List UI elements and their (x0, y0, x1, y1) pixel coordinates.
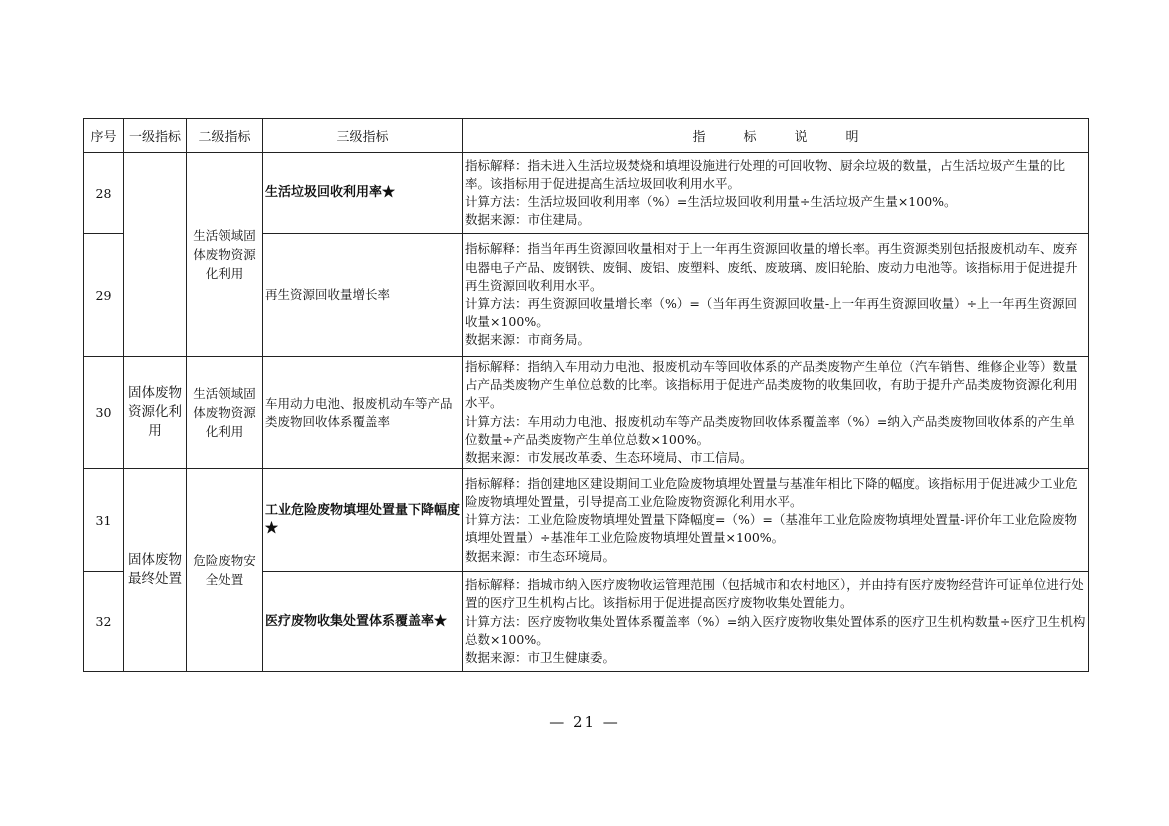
desc-explanation: 指标解释：指未进入生活垃圾焚烧和填埋设施进行处理的可回收物、厨余垃圾的数量，占生活垃圾产生量的比率。该指标用于促进提高生活垃圾回收利用水平。 (465, 157, 1066, 191)
level1-cell: 固体废物资源化利用 (124, 357, 187, 469)
desc-method: 计算方法：生活垃圾回收利用率（%）=生活垃圾回收利用量÷生活垃圾产生量×100%。 (465, 194, 957, 209)
table-row (84, 469, 1089, 572)
desc-method: 计算方法：车用动力电池、报废机动车等产品类废物回收体系覆盖率（%）=纳入产品类废物回收体系的产生单位数量÷产品类废物产生单位总数×100%。 (465, 413, 1075, 447)
desc-method: 计算方法：工业危险废物填埋处置量下降幅度=（%）=（基准年工业危险废物填埋处置量-评价年工业危险废物填埋处置量）÷基准年工业危险废物填埋处置量×100%。 (465, 512, 1078, 546)
row-seq: 31 (84, 469, 124, 572)
desc-explanation: 指标解释：指创建地区建设期间工业危险废物填埋处置量与基准年相比下降的幅度。该指标用于促进减少工业危险废物填埋处置量，引导提高工业危险废物资源化利用水平。 (465, 475, 1078, 509)
desc-source: 数据来源：市商务局。 (465, 332, 591, 348)
header-level3: 三级指标 (263, 119, 463, 153)
level2-cell: 危险废物安全处置 (187, 469, 263, 672)
level3-cell: 再生资源回收量增长率 (263, 234, 463, 357)
level1-cell: 固体废物最终处置 (124, 469, 187, 672)
header-description: 指标说明 (463, 119, 1089, 153)
description-cell (463, 572, 1089, 672)
header-seq: 序号 (84, 119, 124, 153)
table-header-row (84, 119, 1089, 153)
desc-method: 计算方法：医疗废物收集处置体系覆盖率（%）=纳入医疗废物收集处置体系的医疗卫生机构数量÷医疗卫生机构总数×100%。 (465, 613, 1086, 647)
description-cell (463, 469, 1089, 572)
level2-cell: 生活领域固体废物资源化利用 (187, 357, 263, 469)
table-row (84, 357, 1089, 469)
row-seq: 28 (84, 153, 124, 234)
header-level1: 一级指标 (124, 119, 187, 153)
description-cell (463, 153, 1089, 234)
desc-source: 数据来源：市住建局。 (465, 212, 591, 228)
row-seq: 30 (84, 357, 124, 469)
page-number: — 21 — (549, 713, 620, 731)
desc-explanation: 指标解释：指当年再生资源回收量相对于上一年再生资源回收量的增长率。再生资源类别包括报废机动车、废弃电器电子产品、废钢铁、废铜、废铝、废塑料、废纸、废玻璃、废旧轮胎、废动力电池等。该指标用于促进提升再生资源回收利用水平。 (465, 241, 1078, 293)
desc-source: 数据来源：市发展改革委、生态环境局、市工信局。 (465, 450, 753, 466)
row-seq: 29 (84, 234, 124, 357)
description-cell (463, 234, 1089, 357)
level3-cell: 医疗废物收集处置体系覆盖率★ (263, 572, 463, 672)
desc-source: 数据来源：市生态环境局。 (465, 548, 616, 564)
desc-explanation: 指标解释：指纳入车用动力电池、报废机动车等回收体系的产品类废物产生单位（汽车销售、维修企业等）数量占产品类废物产生单位总数的比率。该指标用于促进产品类废物的收集回收，有助于提升产品类废物资源化利用水平。 (465, 359, 1078, 411)
level2-cell: 生活领域固体废物资源化利用 (187, 153, 263, 357)
indicator-table (83, 118, 1089, 672)
row-seq: 32 (84, 572, 124, 672)
table-row (84, 153, 1089, 234)
desc-method: 计算方法：再生资源回收量增长率（%）=（当年再生资源回收量-上一年再生资源回收量）÷上一年再生资源回收量×100%。 (465, 296, 1078, 330)
desc-explanation: 指标解释：指城市纳入医疗废物收运管理范围（包括城市和农村地区），并由持有医疗废物经营许可证单位进行处置的医疗卫生机构占比。该指标用于促进提高医疗废物收集处置能力。 (465, 577, 1084, 611)
level3-cell: 车用动力电池、报废机动车等产品类废物回收体系覆盖率 (263, 357, 463, 469)
header-level2: 二级指标 (187, 119, 263, 153)
level3-cell: 生活垃圾回收利用率★ (263, 153, 463, 234)
desc-source: 数据来源：市卫生健康委。 (465, 650, 616, 666)
level1-cell-empty (124, 153, 187, 357)
description-cell (463, 357, 1089, 469)
level3-cell: 工业危险废物填埋处置量下降幅度★ (263, 469, 463, 572)
